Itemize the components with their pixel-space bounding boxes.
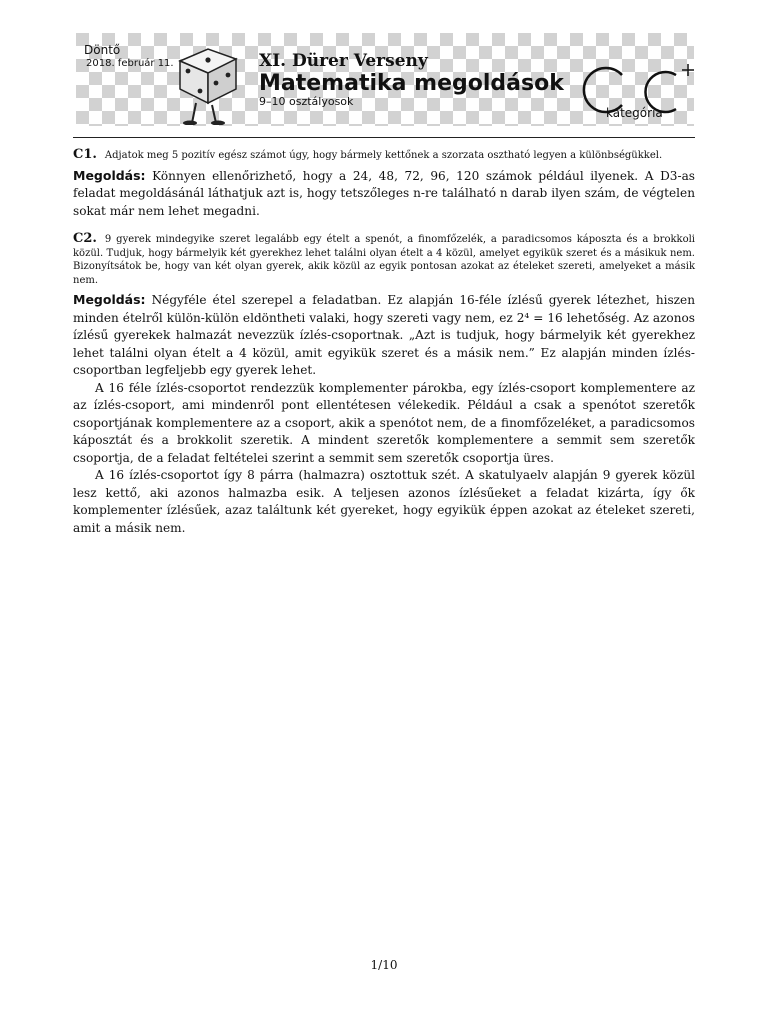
problem-c2 [73, 232, 695, 287]
category-label: kategória [606, 106, 663, 120]
solution-c2-paragraph: A 16 féle ízlés-csoportot rendezzük komplementer párokba, egy ízlés-csoport komplementere az az ízlés-csoport, ami mindenről pont ellentétesen vélekedik. Például a csak a spenótot szeretők csoportjának komplementere az a csoport, akik a spenótot nem, de a finomfőzeléket, a paradicsomos káposztát és a brokkolit szeretik. A mindent szeretők komplementere a semmit sem szeretők csoportja, de a feladat feltételei szerint a semmit sem szeretők csoportja üres. [73, 380, 695, 465]
problem-c1 [73, 148, 695, 163]
problem-statement: 9 gyerek mindegyike szeret legalább egy ételt a spenót, a finomfőzelék, a paradicsomos káposzta és a brokkoli közül. Tudjuk, hogy bármelyik két gyerekhez lehet találni olyan ételt a 4 közül, amelyet egyikük szeret és a másikuk nem. Bizonyítsátok be, hogy van két olyan gyerek, akik közül az egyik pontosan azokat az ételeket szereti, amelyeket a másik nem. [73, 234, 695, 286]
round-label: Döntő [84, 43, 121, 57]
dice-mascot-icon [166, 39, 248, 125]
solution-c2-paragraph: A 16 ízlés-csoportot így 8 párra (halmazra) osztottuk szét. A skatulyaelv alapján 9 gyerek közül lesz kettő, aki azonos halmazba esik. A teljesen azonos ízlésűeket a feladat kizárta, így ők komplementer ízlésűek, azaz találtunk két gyereket, hogy egyikük éppen azokat az ételeket szereti, amit a másik nem. [73, 468, 695, 535]
solution-c2-paragraph [73, 291, 695, 380]
document-body [73, 148, 695, 537]
problem-label: C1. [73, 147, 97, 162]
problem-statement: Adjatok meg 5 pozitív egész számot úgy, hogy bármely kettőnek a szorzata osztható legyen a különbségükkel. [104, 150, 663, 161]
solution-label: Megoldás: [73, 167, 146, 183]
solution-label: Megoldás: [73, 292, 146, 307]
grade-subtitle: 9–10 osztályosok [259, 95, 354, 108]
solution-text: Négyféle étel szerepel a feladatban. Ez alapján 16-féle ízlésű gyerek létezhet, hiszen minden ételről külön-külön eldöntheti valaki, hogy szereti vagy nem, ez 2⁴ = 16 lehetőség. Az azonos ízlésű gyerekek halmazát nevezzük ízlés-csoportnak. „Azt is tudjuk, hogy bármelyik két gyerekhez lehet találni olyan ételt a 4 közül, amit egyikük szeret és a másik nem.” Ez alapján minden ízlés-csoportban legfeljebb egy gyerek lehet. [73, 293, 695, 377]
solution-text: Könnyen ellenőrizhető, hogy a 24, 48, 72, 96, 120 számok például ilyenek. A D3-as feladat megoldásánál láthatjuk azt is, hogy tetszőleges n-re található n darab ilyen szám, de végtelen sokat már nem lehet megadni. [73, 168, 695, 218]
document-title: Matematika megoldások [259, 71, 564, 96]
solution-c1 [73, 167, 695, 221]
date-label: 2018. február 11. [86, 58, 174, 69]
header-rule [73, 137, 695, 138]
contest-title: XI. Dürer Verseny [259, 51, 428, 71]
problem-label: C2. [73, 231, 97, 246]
header-banner [76, 33, 694, 126]
page-number: 1/10 [370, 958, 398, 972]
